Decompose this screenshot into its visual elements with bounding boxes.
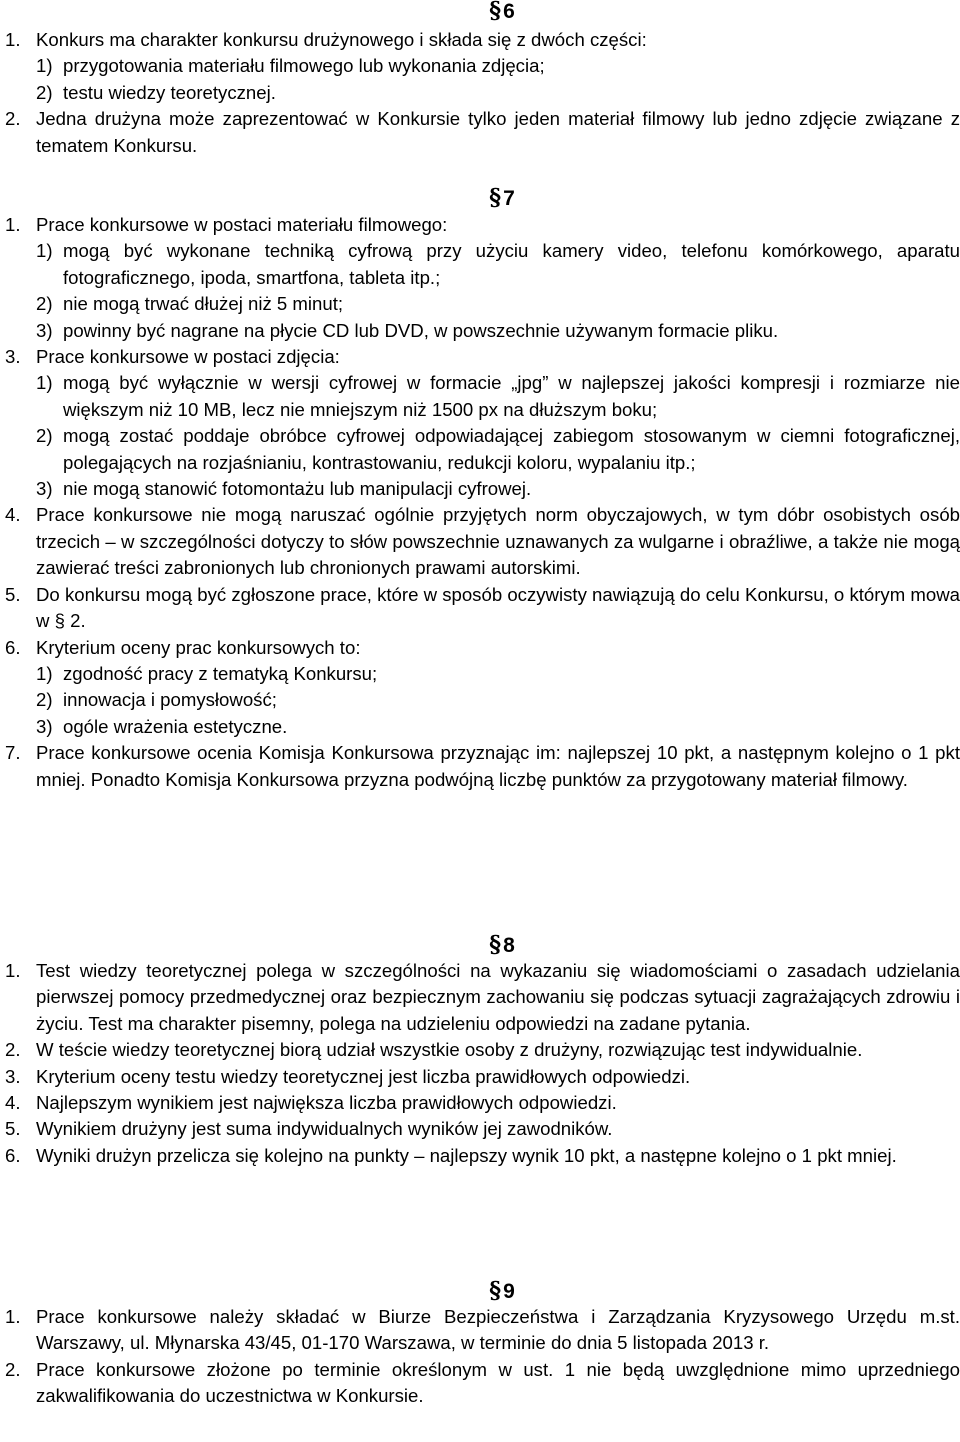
paragraph-text: Test wiedzy teoretycznej polega w szczególności na wykazaniu się wiadomościami o zasadach udzielania pierwszej pomocy przedmedycznej oraz bezpiecznym zachowaniu się podczas sytuacji zagrażających zdrowiu i życiu. Test ma charakter pisemny, polega na udzieleniu odpowiedzi na zadane pytania.	[36, 960, 960, 1034]
list-item-number: 1)	[36, 55, 53, 77]
list-item-text: testu wiedzy teoretycznej.	[63, 81, 276, 103]
paragraph	[5, 27, 960, 53]
paragraph-text: Prace konkursowe ocenia Komisja Konkursowa przyznając im: najlepszej 10 pkt, a następnym kolejno o 1 pkt mniej. Ponadto Komisja Konkursowa przyzna podwójną liczbę punktów za przygotowany materiał filmowy.	[36, 742, 960, 790]
paragraph-text: Prace konkursowe złożone po terminie określonym w ust. 1 nie będą uwzględnione mimo uprzedniego zakwalifikowania do uczestnictwa w Konkursie.	[36, 1358, 960, 1407]
list-item-number: 3)	[36, 715, 53, 737]
list-item	[36, 370, 960, 423]
section-number: 8	[503, 934, 515, 957]
paragraph-number: 7.	[5, 742, 21, 764]
list-item-number: 2)	[36, 81, 53, 103]
list-item-text: mogą być wykonane techniką cyfrową przy użyciu kamery video, telefonu komórkowego, aparatu fotograficznego, ipoda, smartfona, tableta itp.;	[63, 240, 960, 288]
paragraph-number: 3.	[5, 346, 21, 368]
list-item	[36, 291, 960, 317]
list-item-text: ogóle wrażenia estetyczne.	[63, 715, 288, 737]
list-item-number: 2)	[36, 293, 53, 315]
paragraph-number: 1.	[5, 1306, 21, 1327]
paragraph	[5, 740, 960, 793]
paragraph	[5, 212, 960, 238]
list-item-number: 1)	[36, 662, 53, 684]
paragraph-number: 2.	[5, 1358, 21, 1380]
list-item-number: 2)	[36, 689, 53, 711]
list-item-text: mogą być wyłącznie w wersji cyfrowej w formacie „jpg” w najlepszej jakości kompresji i rozmiarze nie większym niż 10 MB, lecz nie mniejszym niż 1500 px na dłuższym boku;	[63, 372, 960, 420]
paragraph-text: Prace konkursowe w postaci materiału filmowego:	[36, 214, 448, 235]
paragraph-text: Prace konkursowe nie mogą naruszać ogólnie przyjętych norm obyczajowych, w tym dóbr osobistych osób trzecich – w szczególności dotyczy to słów powszechnie uznawanych za wulgarne i obraźliwe, a także nie mogą zawierać treści zabronionych lub chronionych prawami autorskimi.	[36, 504, 960, 579]
list-item	[36, 318, 960, 344]
list-item	[36, 661, 960, 687]
paragraph	[5, 958, 960, 1037]
list-item	[36, 423, 960, 476]
paragraph-number: 6.	[5, 1144, 21, 1166]
paragraph	[5, 1037, 960, 1063]
list-item-number: 3)	[36, 319, 53, 341]
paragraph-text: Kryterium oceny testu wiedzy teoretycznej jest liczba prawidłowych odpowiedzi.	[36, 1065, 691, 1087]
list-item	[36, 238, 960, 291]
list-item-text: nie mogą trwać dłużej niż 5 minut;	[63, 293, 344, 315]
paragraph-text: Najlepszym wynikiem jest największa liczba prawidłowych odpowiedzi.	[36, 1092, 617, 1114]
paragraph-number: 1.	[5, 214, 21, 235]
paragraph-text: Do konkursu mogą być zgłoszone prace, które w sposób oczywisty nawiązują do celu Konkursu, o którym mowa w § 2.	[36, 583, 960, 632]
list-item	[36, 687, 960, 713]
list-item-text: nie mogą stanowić fotomontażu lub manipulacji cyfrowej.	[63, 478, 532, 500]
paragraph	[5, 1064, 960, 1090]
list-item-text: powinny być nagrane na płycie CD lub DVD, w powszechnie używanym formacie pliku.	[63, 319, 779, 341]
list-item-text: zgodność pracy z tematyką Konkursu;	[63, 662, 378, 684]
paragraph-number: 5.	[5, 1118, 21, 1140]
paragraph	[5, 344, 960, 370]
section-number: 6	[503, 0, 515, 23]
section-heading-7	[0, 185, 960, 212]
paragraph-text: Prace konkursowe należy składać w Biurze Bezpieczeństwa i Zarządzania Kryzysowego Urzędu m.st. Warszawy, ul. Młynarska 43/45, 01-170 Warszawa, w terminie do dnia 5 listopada 2013 r.	[36, 1306, 960, 1354]
section-heading-8	[0, 932, 960, 959]
paragraph-text: Wynikiem drużyny jest suma indywidualnych wyników jej zawodników.	[36, 1118, 613, 1140]
paragraph	[5, 502, 960, 581]
list-item	[36, 714, 960, 740]
paragraph-number: 3.	[5, 1065, 21, 1087]
list-item-number: 1)	[36, 372, 53, 394]
list-item-text: mogą zostać poddaje obróbce cyfrowej odpowiadającej zabiegom stosowanym w ciemni fotograficznej, polegających na rozjaśnianiu, kontrastowaniu, redukcji koloru, wypalaniu itp.;	[63, 425, 960, 473]
section-number: 7	[503, 187, 515, 210]
section-number: 9	[503, 1280, 515, 1303]
paragraph-text: Jedna drużyna może zaprezentować w Konkursie tylko jeden materiał filmowy lub jedno zdjęcie związane z tematem Konkursu.	[36, 108, 960, 156]
paragraph	[5, 1116, 960, 1142]
list-item-text: przygotowania materiału filmowego lub wykonania zdjęcia;	[63, 55, 545, 77]
paragraph-number: 2.	[5, 1039, 21, 1061]
section-heading-9	[0, 1278, 960, 1305]
section-symbol: §	[489, 184, 502, 211]
paragraph	[5, 1304, 960, 1357]
paragraph-number: 2.	[5, 108, 21, 130]
paragraph-text: W teście wiedzy teoretycznej biorą udział wszystkie osoby z drużyny, rozwiązując test indywidualnie.	[36, 1039, 863, 1061]
paragraph	[5, 1143, 960, 1169]
paragraph-number: 6.	[5, 636, 21, 658]
list-item	[36, 476, 960, 502]
list-item-text: innowacja i pomysłowość;	[63, 689, 277, 711]
list-item-number: 2)	[36, 425, 53, 447]
paragraph	[5, 1357, 960, 1410]
paragraph	[5, 106, 960, 159]
paragraph	[5, 635, 960, 661]
section-symbol: §	[489, 1277, 502, 1304]
list-item	[36, 80, 960, 106]
list-item-number: 3)	[36, 478, 53, 500]
paragraph-number: 5.	[5, 583, 21, 605]
section-heading-6	[0, 0, 960, 25]
section-symbol: §	[489, 0, 502, 24]
paragraph-text: Konkurs ma charakter konkursu drużynowego i składa się z dwóch części:	[36, 29, 647, 50]
paragraph-text: Kryterium oceny prac konkursowych to:	[36, 636, 361, 658]
section-symbol: §	[489, 931, 502, 958]
list-item-number: 1)	[36, 240, 53, 262]
paragraph-text: Wyniki drużyn przelicza się kolejno na punkty – najlepszy wynik 10 pkt, a następne kolejno o 1 pkt mniej.	[36, 1144, 897, 1166]
list-item	[36, 53, 960, 79]
paragraph-number: 1.	[5, 960, 21, 981]
paragraph	[5, 582, 960, 635]
paragraph-number: 4.	[5, 504, 21, 526]
paragraph-number: 4.	[5, 1092, 21, 1114]
paragraph-text: Prace konkursowe w postaci zdjęcia:	[36, 346, 340, 368]
paragraph	[5, 1090, 960, 1116]
paragraph-number: 1.	[5, 29, 21, 50]
